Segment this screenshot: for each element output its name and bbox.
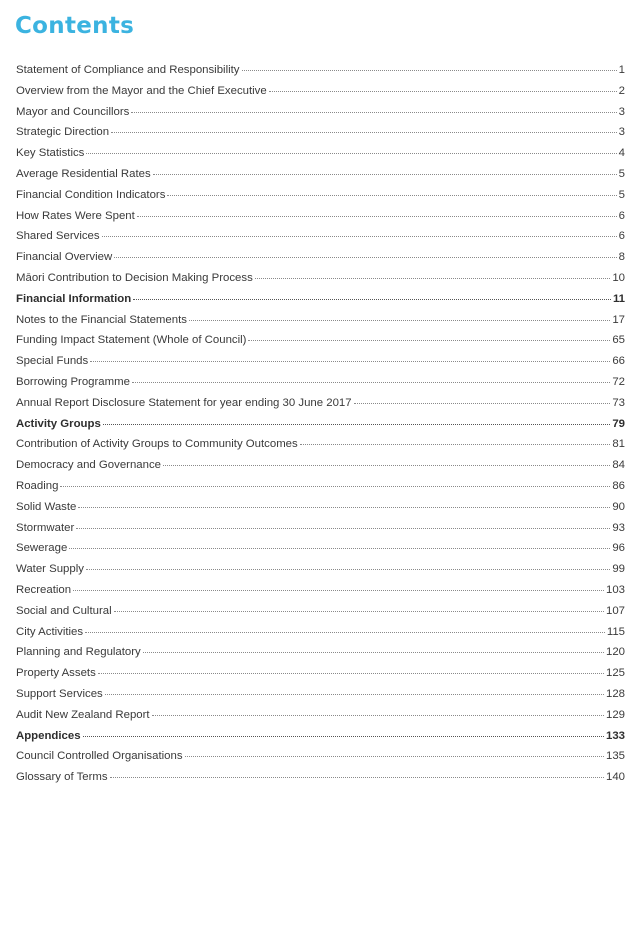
dot-leader	[300, 443, 611, 445]
toc-page-number: 6	[618, 230, 625, 243]
toc-entry[interactable]	[16, 102, 625, 123]
toc-section-heading[interactable]	[16, 289, 625, 310]
dot-leader	[354, 402, 611, 404]
dot-leader	[131, 111, 616, 113]
toc-entry[interactable]	[16, 518, 625, 539]
toc-entry[interactable]	[16, 247, 625, 268]
dot-leader	[83, 735, 604, 737]
toc-entry[interactable]	[16, 122, 625, 143]
toc-entry-label: Contribution of Activity Groups to Community Outcomes	[16, 438, 298, 451]
dot-leader	[269, 90, 617, 92]
dot-leader	[132, 381, 610, 383]
toc-page-number: 125	[605, 667, 625, 680]
toc-entry[interactable]	[16, 81, 625, 102]
toc-entry[interactable]	[16, 705, 625, 726]
toc-entry[interactable]	[16, 143, 625, 164]
toc-page-number: 120	[605, 646, 625, 659]
dot-leader	[114, 256, 616, 258]
toc-page-number: 90	[612, 500, 625, 513]
toc-page-number: 135	[605, 750, 625, 763]
toc-entry[interactable]	[16, 663, 625, 684]
toc-page-number: 6	[618, 209, 625, 222]
dot-leader	[242, 69, 617, 71]
toc-entry-label: Funding Impact Statement (Whole of Council)	[16, 334, 247, 347]
dot-leader	[185, 755, 604, 757]
toc-page-number: 3	[618, 126, 625, 139]
toc-page-number: 128	[605, 687, 625, 700]
toc-entry-label: Water Supply	[16, 563, 84, 576]
toc-page-number: 93	[612, 521, 625, 534]
toc-page-number: 3	[618, 105, 625, 118]
toc-page-number: 96	[612, 542, 625, 555]
dot-leader	[102, 235, 617, 237]
toc-entry[interactable]	[16, 164, 625, 185]
toc-page-number: 72	[612, 375, 625, 388]
toc-page-number: 79	[612, 417, 625, 430]
toc-entry-label: Statement of Compliance and Responsibility	[16, 64, 240, 76]
dot-leader	[255, 277, 611, 279]
toc-page-number: 115	[606, 625, 625, 638]
dot-leader	[111, 131, 617, 133]
toc-entry-label: Financial Information	[16, 292, 132, 305]
toc-entry[interactable]	[16, 393, 625, 414]
toc-entry-label: Special Funds	[16, 355, 89, 368]
toc-page-number: 84	[612, 459, 625, 472]
toc-entry-label: Overview from the Mayor and the Chief Executive	[16, 84, 267, 97]
toc-page-number: 5	[618, 188, 625, 201]
toc-entry[interactable]	[16, 684, 625, 705]
toc-entry[interactable]	[16, 310, 625, 331]
toc-entry-label: Mayor and Councillors	[16, 105, 130, 118]
toc-page-number: 65	[612, 334, 625, 347]
toc-entry-label: Notes to the Financial Statements	[16, 313, 187, 326]
page-title: Contents	[15, 13, 135, 39]
dot-leader	[114, 610, 604, 612]
dot-leader	[143, 651, 604, 653]
toc-page-number: 133	[605, 729, 625, 742]
toc-entry-label: Annual Report Disclosure Statement for year ending 30 June 2017	[16, 396, 352, 409]
toc-page-number: 8	[618, 251, 625, 264]
toc-entry-label: Key Statistics	[16, 147, 85, 160]
toc-page-number: 107	[605, 604, 625, 617]
dot-leader	[69, 547, 610, 549]
toc-section-heading[interactable]	[16, 414, 625, 435]
toc-entry-label: City Activities	[16, 625, 84, 638]
toc-entry-label: Democracy and Governance	[16, 459, 161, 472]
toc-page-number: 81	[612, 438, 625, 451]
toc-entry-label: Property Assets	[16, 667, 96, 680]
dot-leader	[189, 319, 610, 321]
dot-leader	[103, 423, 611, 425]
toc-entry-label: Appendices	[16, 729, 81, 742]
toc-entry-label: Sewerage	[16, 542, 68, 555]
toc-page-number: 99	[612, 563, 625, 576]
toc-entry[interactable]	[16, 351, 625, 372]
toc-entry[interactable]	[16, 746, 625, 767]
toc-entry-label: Financial Overview	[16, 251, 113, 264]
toc-page-number: 73	[612, 396, 625, 409]
toc-page-number: 66	[612, 355, 625, 368]
toc-entry-label: Shared Services	[16, 230, 100, 243]
toc-entry-label: Financial Condition Indicators	[16, 188, 166, 201]
dot-leader	[60, 485, 610, 487]
dot-leader	[73, 589, 604, 591]
dot-leader	[98, 672, 604, 674]
dot-leader	[86, 568, 610, 570]
dot-leader	[152, 714, 604, 716]
toc-page-number: 17	[612, 313, 625, 326]
toc-entry[interactable]	[16, 476, 625, 497]
toc-entry[interactable]	[16, 60, 625, 81]
toc-entry[interactable]	[16, 268, 625, 289]
dot-leader	[76, 527, 610, 529]
toc-page-number: 11	[612, 292, 625, 305]
toc-entry[interactable]	[16, 206, 625, 227]
dot-leader	[167, 194, 616, 196]
toc-page-number: 1	[618, 64, 625, 76]
dot-leader	[105, 693, 604, 695]
toc-entry-label: Support Services	[16, 687, 103, 700]
toc-page-number: 140	[605, 771, 625, 784]
toc-entry-label: How Rates Were Spent	[16, 209, 135, 222]
toc-entry[interactable]	[16, 455, 625, 476]
toc-entry-label: Social and Cultural	[16, 604, 112, 617]
toc-page-number: 10	[612, 271, 625, 284]
toc-entry-label: Planning and Regulatory	[16, 646, 141, 659]
toc-entry[interactable]	[16, 185, 625, 206]
toc-entry-label: Council Controlled Organisations	[16, 750, 183, 763]
dot-leader	[153, 173, 617, 175]
toc-entry-label: Borrowing Programme	[16, 375, 130, 388]
dot-leader	[86, 152, 616, 154]
toc-entry[interactable]	[16, 538, 625, 559]
toc-page-number: 4	[618, 147, 625, 160]
dot-leader	[110, 776, 604, 778]
dot-leader	[85, 631, 605, 633]
toc-entry[interactable]	[16, 434, 625, 455]
toc-entry[interactable]	[16, 226, 625, 247]
toc-entry[interactable]	[16, 601, 625, 622]
toc-page-number: 129	[605, 708, 625, 721]
toc-entry[interactable]	[16, 622, 625, 643]
toc-entry[interactable]	[16, 372, 625, 393]
toc-entry-label: Strategic Direction	[16, 126, 110, 139]
dot-leader	[163, 464, 610, 466]
toc-entry-label: Solid Waste	[16, 500, 77, 513]
toc-entry[interactable]	[16, 767, 625, 788]
dot-leader	[248, 339, 610, 341]
toc-entry-label: Activity Groups	[16, 417, 101, 430]
toc-page-number: 5	[618, 167, 625, 180]
toc-entry-label: Māori Contribution to Decision Making Process	[16, 271, 253, 284]
toc-entry[interactable]	[16, 330, 625, 351]
toc-entry-label: Roading	[16, 479, 59, 492]
toc-section-heading[interactable]	[16, 726, 625, 747]
toc-entry-label: Glossary of Terms	[16, 771, 108, 784]
dot-leader	[90, 360, 610, 362]
toc-entry[interactable]	[16, 642, 625, 663]
toc-page-number: 86	[612, 479, 625, 492]
toc-page-number: 2	[618, 84, 625, 97]
toc-entry-label: Recreation	[16, 583, 72, 596]
toc-entry[interactable]	[16, 559, 625, 580]
dot-leader	[133, 298, 611, 300]
toc-page-number: 103	[605, 583, 625, 596]
toc-entry[interactable]	[16, 580, 625, 601]
toc-entry-label: Stormwater	[16, 521, 75, 534]
dot-leader	[78, 506, 610, 508]
toc-entry-label: Average Residential Rates	[16, 167, 151, 180]
table-of-contents	[16, 60, 625, 788]
toc-entry[interactable]	[16, 497, 625, 518]
toc-entry-label: Audit New Zealand Report	[16, 708, 150, 721]
dot-leader	[137, 215, 617, 217]
